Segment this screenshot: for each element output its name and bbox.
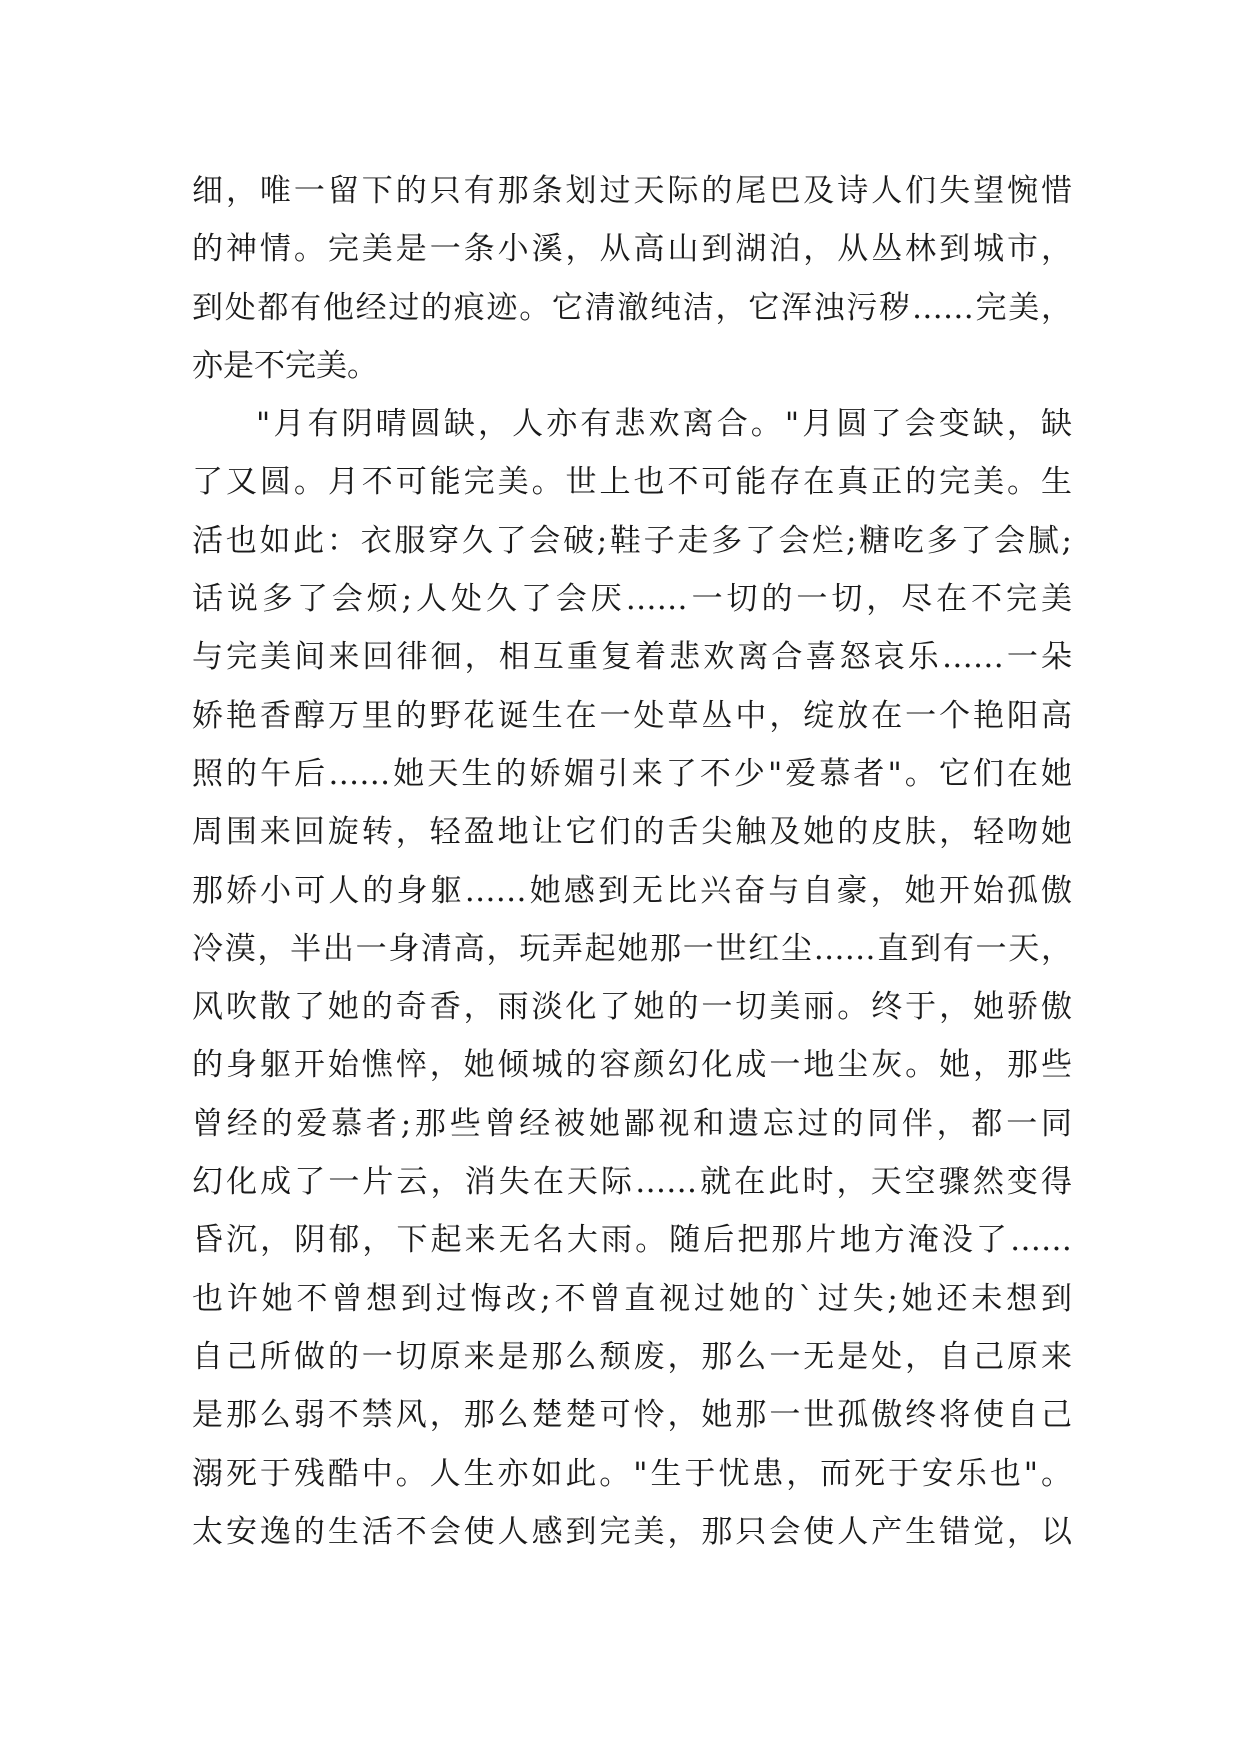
text-line: 了又圆。月不可能完美。世上也不可能存在真正的完美。生 (192, 464, 1072, 501)
text-line: 太安逸的生活不会使人感到完美，那只会使人产生错觉，以 (192, 1513, 1072, 1550)
text-line: 自己所做的一切原来是那么颓废，那么一无是处，自己原来 (192, 1338, 1072, 1375)
text-line: 是那么弱不禁风，那么楚楚可怜，她那一世孤傲终将使自己 (192, 1397, 1072, 1434)
text-line: "月有阴晴圆缺，人亦有悲欢离合。"月圆了会变缺，缺 (256, 406, 1072, 443)
text-line: 昏沉，阴郁，下起来无名大雨。随后把那片地方淹没了…… (192, 1222, 1072, 1259)
text-line: 也许她不曾想到过悔改;不曾直视过她的`过失;她还未想到 (192, 1280, 1072, 1317)
text-line: 的身躯开始憔悴，她倾城的容颜幻化成一地尘灰。她，那些 (192, 1047, 1072, 1084)
text-line: 的神情。完美是一条小溪，从高山到湖泊，从丛林到城市， (192, 231, 1072, 268)
text-line: 曾经的爱慕者;那些曾经被她鄙视和遗忘过的同伴，都一同 (192, 1105, 1072, 1142)
text-line: 与完美间来回徘徊，相互重复着悲欢离合喜怒哀乐……一朵 (192, 639, 1072, 676)
text-line: 细，唯一留下的只有那条划过天际的尾巴及诗人们失望惋惜 (192, 173, 1072, 209)
body-text (192, 162, 1072, 1561)
text-line: 亦是不完美。 (192, 347, 378, 384)
text-line: 冷漠，半出一身清高，玩弄起她那一世红尘……直到有一天， (192, 930, 1072, 967)
text-line: 到处都有他经过的痕迹。它清澈纯洁，它浑浊污秽……完美， (192, 289, 1072, 326)
text-line: 周围来回旋转，轻盈地让它们的舌尖触及她的皮肤，轻吻她 (192, 814, 1072, 851)
text-line: 那娇小可人的身躯……她感到无比兴奋与自豪，她开始孤傲 (192, 872, 1072, 909)
text-line: 照的午后……她天生的娇媚引来了不少"爱慕者"。它们在她 (192, 755, 1072, 792)
text-line: 娇艳香醇万里的野花诞生在一处草丛中，绽放在一个艳阳高 (192, 697, 1072, 734)
text-line: 活也如此：衣服穿久了会破;鞋子走多了会烂;糖吃多了会腻; (192, 522, 1072, 559)
text-line: 话说多了会烦;人处久了会厌……一切的一切，尽在不完美 (192, 581, 1072, 618)
text-line: 风吹散了她的奇香，雨淡化了她的一切美丽。终于，她骄傲 (192, 989, 1072, 1026)
text-line: 幻化成了一片云，消失在天际……就在此时，天空骤然变得 (192, 1164, 1072, 1201)
text-line: 溺死于残酷中。人生亦如此。"生于忧患，而死于安乐也"。 (192, 1455, 1072, 1492)
